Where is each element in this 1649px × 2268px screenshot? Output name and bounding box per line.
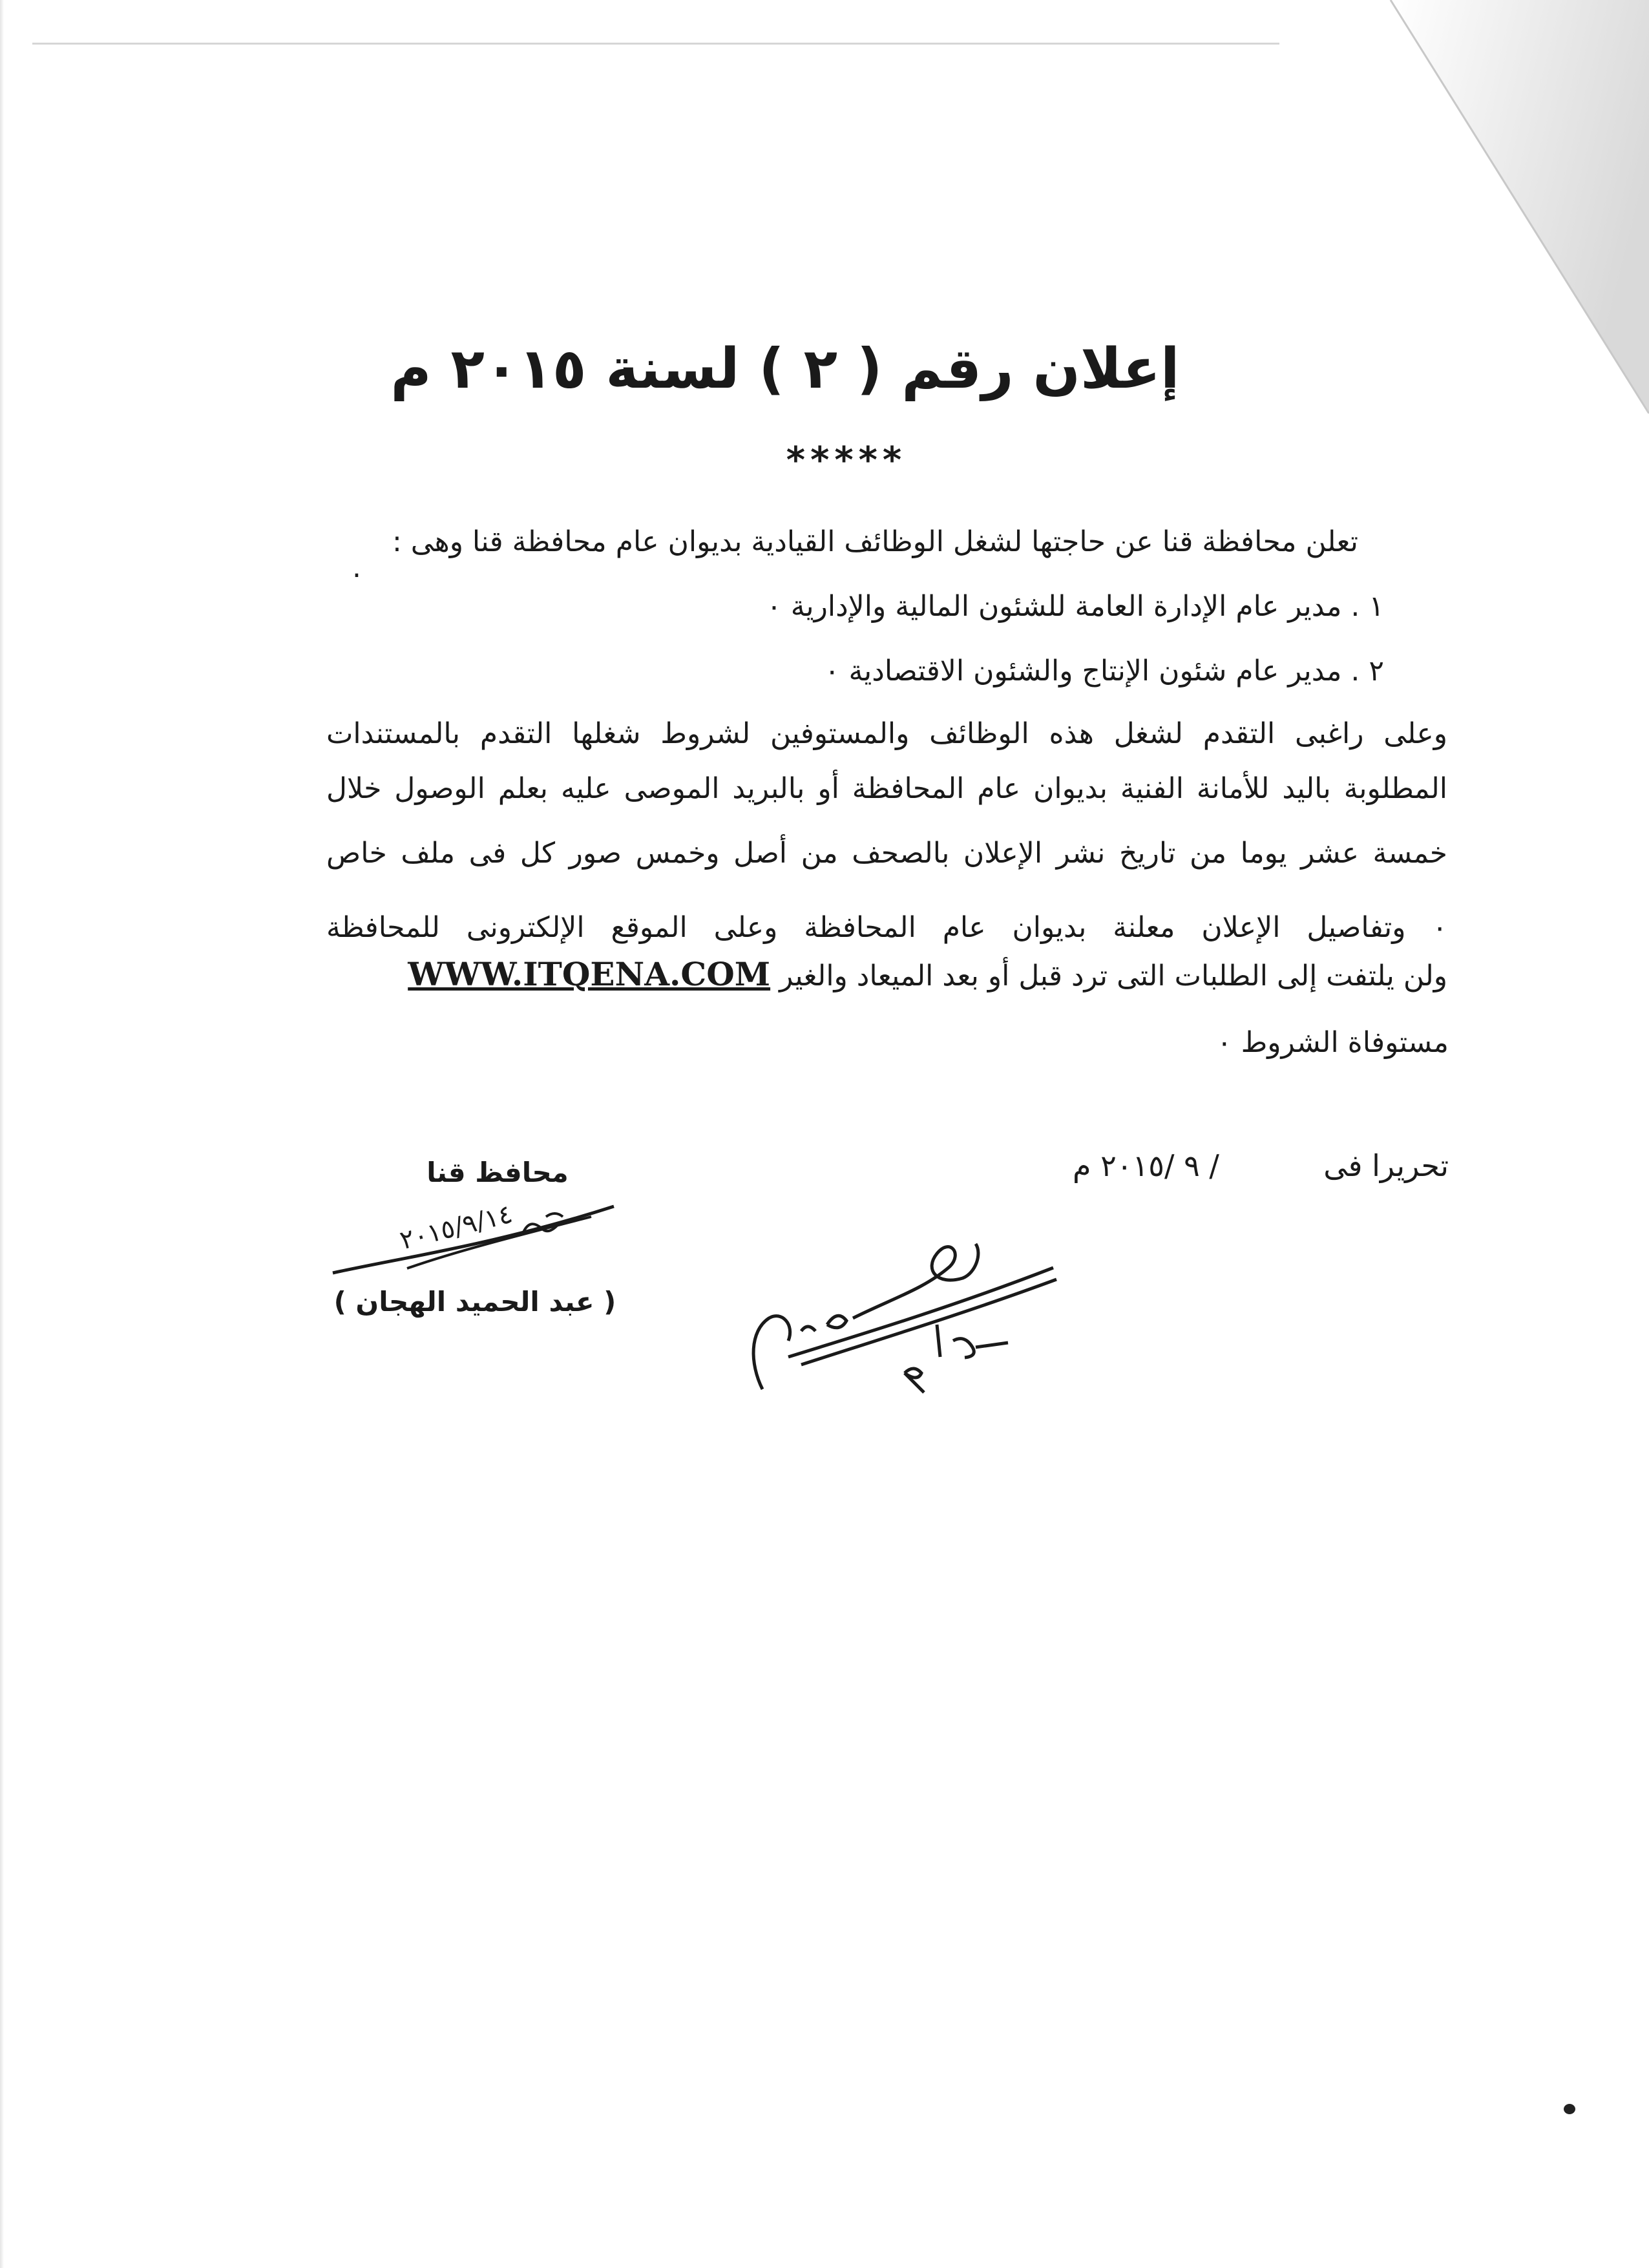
paragraph-line: ٠ وتفاصيل الإعلان معلنة بديوان عام المحافظة وعلى الموقع الإلكترونى للمحافظة [326, 911, 1447, 944]
scan-speck [1564, 2104, 1575, 2114]
position-item-1: ١ . مدير عام الإدارة العامة للشئون المالية والإدارية ٠ [766, 590, 1384, 623]
intro-line-end: . [352, 551, 361, 584]
paragraph-line: وعلى راغبى التقدم لشغل هذه الوظائف والمستوفين لشروط شغلها التقدم بالمستندات [326, 717, 1447, 750]
intro-line: تعلن محافظة قنا عن حاجتها لشغل الوظائف القيادية بديوان عام محافظة قنا وهى : [392, 525, 1358, 558]
position-item-2: ٢ . مدير عام شئون الإنتاج والشئون الاقتصادية ٠ [824, 655, 1384, 688]
paragraph-line: خمسة عشر يوما من تاريخ نشر الإعلان بالصحف من أصل وخمس صور كل فى ملف خاص [326, 837, 1447, 870]
governor-handwritten-date: ٢٠١٥/٩/١٤ [397, 1199, 516, 1256]
last-line: مستوفاة الشروط ٠ [1216, 1026, 1449, 1059]
scan-artifact-line [32, 43, 1279, 45]
governor-name: ( عبد الحميد الهجان ) [333, 1286, 616, 1318]
website-link[interactable]: WWW.ITQENA.COM [408, 955, 771, 993]
line-after-website: ولن يلتفت إلى الطلبات التى ترد قبل أو بعد الميعاد والغير [779, 960, 1447, 992]
scan-edge [0, 0, 4, 2268]
website-line [323, 953, 1447, 995]
handwritten-approval-mark [743, 1228, 1066, 1409]
paragraph-line: المطلوبة باليد للأمانة الفنية بديوان عام المحافظة أو بالبريد الموصى عليه بعلم الوصول خلال [326, 772, 1447, 805]
title-separator: ***** [786, 439, 907, 481]
date-value: / ٩ /٢٠١٥ م [1073, 1148, 1219, 1183]
governor-title: محافظ قنا [426, 1157, 569, 1188]
document-title: إعلان رقم ( ٢ ) لسنة ٢٠١٥ م [390, 337, 1180, 401]
date-label: تحريرا فى [1323, 1148, 1449, 1183]
scan-corner-shadow [1378, 0, 1649, 414]
